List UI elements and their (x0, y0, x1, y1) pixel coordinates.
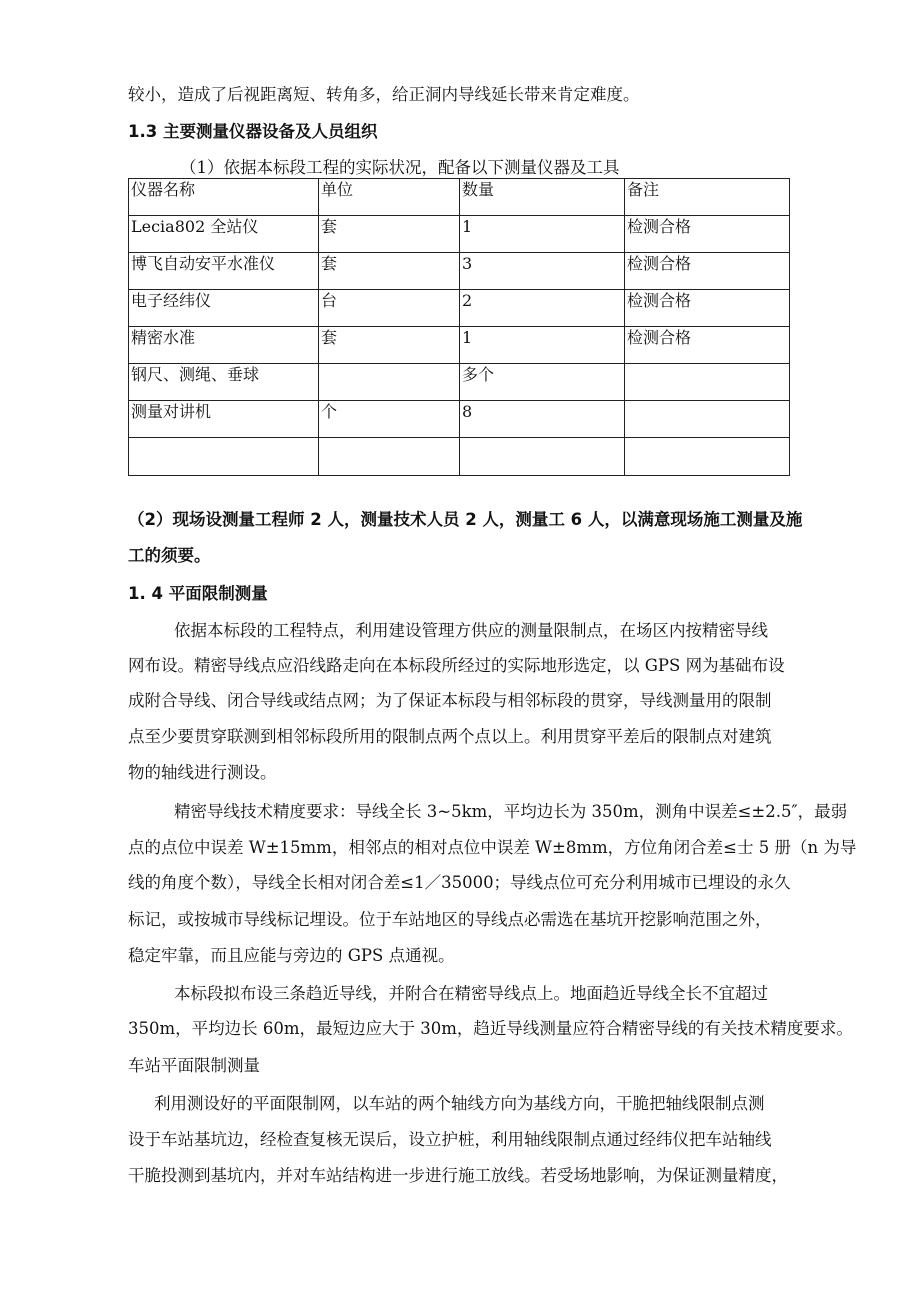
table-row (129, 327, 790, 364)
paragraph-line: 利用测设好的平面限制网，以车站的两个轴线方向为基线方向，干脆把轴线限制点测 (154, 1094, 765, 1113)
table-cell: 台 (319, 290, 460, 327)
header-cell: 仪器名称 (129, 179, 319, 216)
table-cell: 检测合格 (625, 253, 790, 290)
table-cell (625, 438, 790, 476)
table-row (129, 438, 790, 476)
paragraph-line: 精密导线技术精度要求：导线全长 3~5km，平均边长为 350m，测角中误差≤±2.5″，最弱 (174, 802, 848, 821)
table-cell: 套 (319, 216, 460, 253)
paragraph-line: 设于车站基坑边，经检查复核无误后，设立护桩，利用轴线限制点通过经纬仪把车站轴线 (128, 1130, 772, 1149)
table-cell: 8 (460, 401, 625, 438)
table-cell (460, 438, 625, 476)
table-cell: 套 (319, 253, 460, 290)
table-cell: 博飞自动安平水准仪 (129, 253, 319, 290)
table-cell: 套 (319, 327, 460, 364)
paragraph-line: 依据本标段的工程特点，利用建设管理方供应的测量限制点，在场区内按精密导线 (174, 621, 768, 640)
table-cell: 钢尺、测绳、垂球 (129, 364, 319, 401)
paragraph-line: 线的角度个数），导线全长相对闭合差≤1／35000；导线点位可充分利用城市已埋设的永久 (128, 873, 791, 892)
table-header-row (129, 179, 790, 216)
table-row (129, 253, 790, 290)
table-row (129, 216, 790, 253)
table-cell: 检测合格 (625, 290, 790, 327)
paragraph-line: 干脆投测到基坑内，并对车站结构进一步进行施工放线。若受场地影响，为保证测量精度， (128, 1166, 788, 1185)
table-caption: （1）依据本标段工程的实际状况，配备以下测量仪器及工具 (180, 158, 620, 177)
header-cell: 数量 (460, 179, 625, 216)
table-cell (319, 438, 460, 476)
header-cell: 备注 (625, 179, 790, 216)
staffing-line: （2）现场设测量工程师 2 人，测量技术人员 2 人，测量工 6 人，以满意现场施工测量及施 (128, 510, 803, 529)
table-row (129, 290, 790, 327)
text-line: 较小，造成了后视距离短、转角多，给正洞内导线延长带来肯定难度。 (128, 85, 640, 104)
table-cell: 2 (460, 290, 625, 327)
table-cell: 检测合格 (625, 327, 790, 364)
paragraph-line: 稳定牢靠，而且应能与旁边的 GPS 点通视。 (128, 946, 455, 965)
table-cell: 检测合格 (625, 216, 790, 253)
table-cell (625, 364, 790, 401)
header-cell: 单位 (319, 179, 460, 216)
paragraph-line: 点至少要贯穿联测到相邻标段所用的限制点两个点以上。利用贯穿平差后的限制点对建筑 (128, 727, 772, 746)
table-cell: 电子经纬仪 (129, 290, 319, 327)
section-heading: 1. 4 平面限制测量 (128, 584, 268, 603)
table-cell: 3 (460, 253, 625, 290)
table-cell: 1 (460, 216, 625, 253)
paragraph-line: 成附合导线、闭合导线或结点网；为了保证本标段与相邻标段的贯穿，导线测量用的限制 (128, 691, 772, 710)
paragraph-line: 网布设。精密导线点应沿线路走向在本标段所经过的实际地形选定，以 GPS 网为基础布设 (128, 656, 785, 675)
paragraph-line: 点的点位中误差 W±15mm，相邻点的相对点位中误差 W±8mm，方位角闭合差≤士 5 册（n 为导 (128, 838, 857, 857)
paragraph-line: 本标段拟布设三条趋近导线，并附合在精密导线点上。地面趋近导线全长不宜超过 (174, 984, 768, 1003)
table-cell (625, 401, 790, 438)
instrument-table (128, 178, 790, 476)
table-cell: 精密水准 (129, 327, 319, 364)
paragraph-line: 物的轴线进行测设。 (128, 763, 277, 782)
table-row (129, 364, 790, 401)
paragraph-line: 350m，平均边长 60m，最短边应大于 30m，趋近导线测量应符合精密导线的有关技术精度要求。 (128, 1019, 853, 1038)
subsection-heading: 车站平面限制测量 (128, 1056, 260, 1075)
table-cell: 多个 (460, 364, 625, 401)
table-cell: 测量对讲机 (129, 401, 319, 438)
table-cell (129, 438, 319, 476)
section-heading: 1.3 主要测量仪器设备及人员组织 (128, 122, 378, 141)
table-cell: 1 (460, 327, 625, 364)
table-row (129, 401, 790, 438)
paragraph-line: 标记，或按城市导线标记埋设。位于车站地区的导线点必需选在基坑开挖影响范围之外， (128, 910, 772, 929)
staffing-line: 工的须要。 (128, 546, 211, 565)
table-cell (319, 364, 460, 401)
table-cell: 个 (319, 401, 460, 438)
table-cell: Lecia802 全站仪 (129, 216, 319, 253)
